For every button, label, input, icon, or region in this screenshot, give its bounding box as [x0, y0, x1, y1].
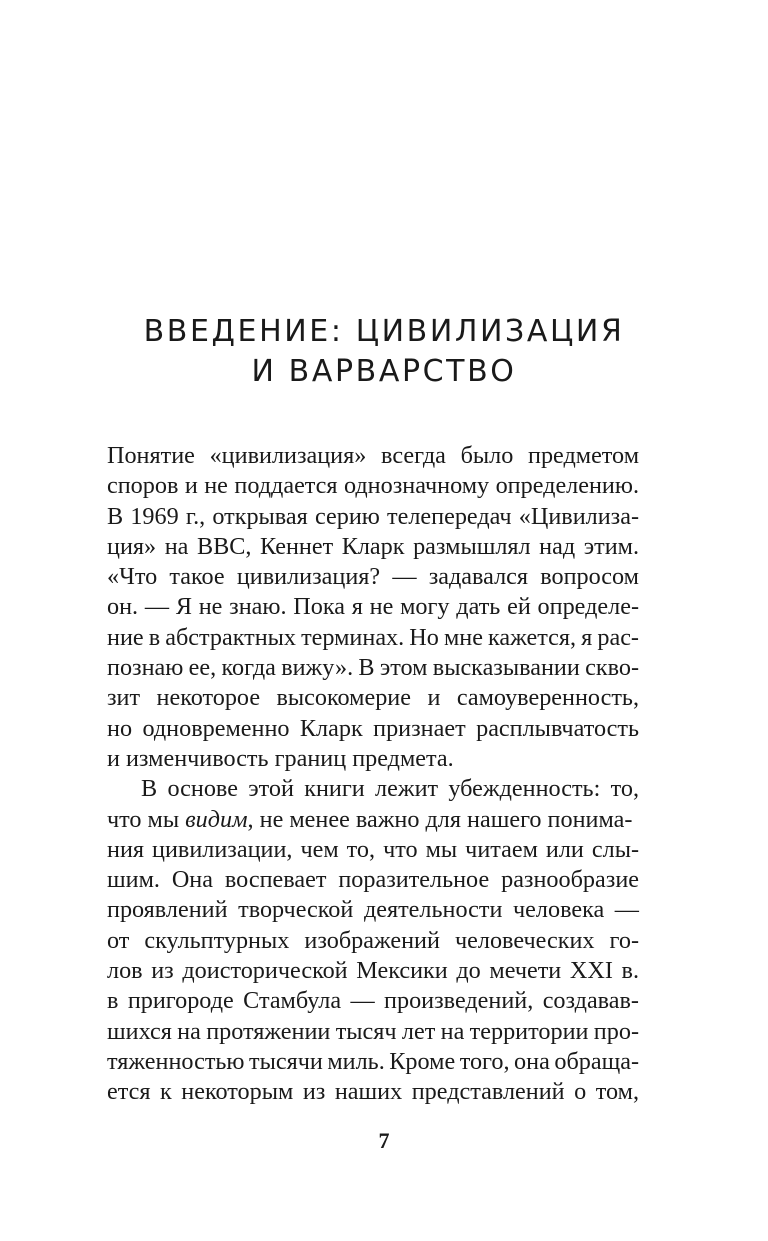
text-line: познаю ее, когда вижу». В этом высказывании скво-	[107, 654, 639, 682]
text-line: от скульптурных изображений человеческих го-	[107, 926, 639, 954]
chapter-title-line-1: ВВЕДЕНИЕ: ЦИВИЛИЗАЦИЯ	[143, 314, 625, 349]
text-fragment: что мы	[107, 805, 186, 833]
page-number: 7	[378, 1128, 390, 1153]
body-text	[107, 441, 639, 1108]
text-line: тяженностью тысячи миль. Кроме того, она обраща-	[107, 1047, 639, 1075]
paragraph-2	[107, 774, 639, 1107]
text-line: «Что такое цивилизация? — задавался вопросом	[107, 563, 639, 591]
text-line: Понятие «цивилизация» всегда было предметом	[107, 442, 639, 469]
text-line: но одновременно Кларк признает расплывчатость	[107, 714, 639, 742]
text-fragment: , не менее важно для нашего понима-	[247, 805, 633, 833]
text-line-with-emphasis	[107, 805, 639, 835]
text-line: споров и не поддается однозначному определению.	[107, 472, 639, 500]
text-line: ние в абстрактных терминах. Но мне кажется, я рас-	[107, 623, 639, 651]
text-line: В 1969 г., открывая серию телепередач «Цивилиза-	[107, 502, 639, 530]
text-line: лов из доисторической Мексики до мечети XXI в.	[107, 957, 639, 985]
text-line: и изменчивость границ предмета.	[107, 744, 454, 772]
text-line: шим. Она воспевает поразительное разнообразие	[107, 866, 639, 894]
text-line: шихся на протяжении тысяч лет на территории про-	[107, 1017, 639, 1045]
text-line: проявлений творческой деятельности человека —	[107, 896, 639, 924]
text-line: он. — Я не знаю. Пока я не могу дать ей определе-	[107, 593, 639, 621]
text-line: зит некоторое высокомерие и самоуверенность,	[107, 684, 639, 712]
chapter-title-line-2: И ВАРВАРСТВО	[251, 354, 517, 389]
text-line: в пригороде Стамбула — произведений, создавав-	[107, 987, 639, 1015]
text-line: В основе этой книги лежит убежденность: то,	[141, 775, 639, 803]
emphasis-text: видим	[185, 805, 248, 833]
text-line: ется к некоторым из наших представлений о том,	[107, 1078, 639, 1106]
text-line: ния цивилизации, чем то, что мы читаем или слы-	[107, 835, 639, 863]
paragraph-1	[107, 441, 639, 774]
chapter-title	[0, 312, 768, 392]
text-line: ция» на BBC, Кеннет Кларк размышлял над этим.	[107, 532, 639, 560]
